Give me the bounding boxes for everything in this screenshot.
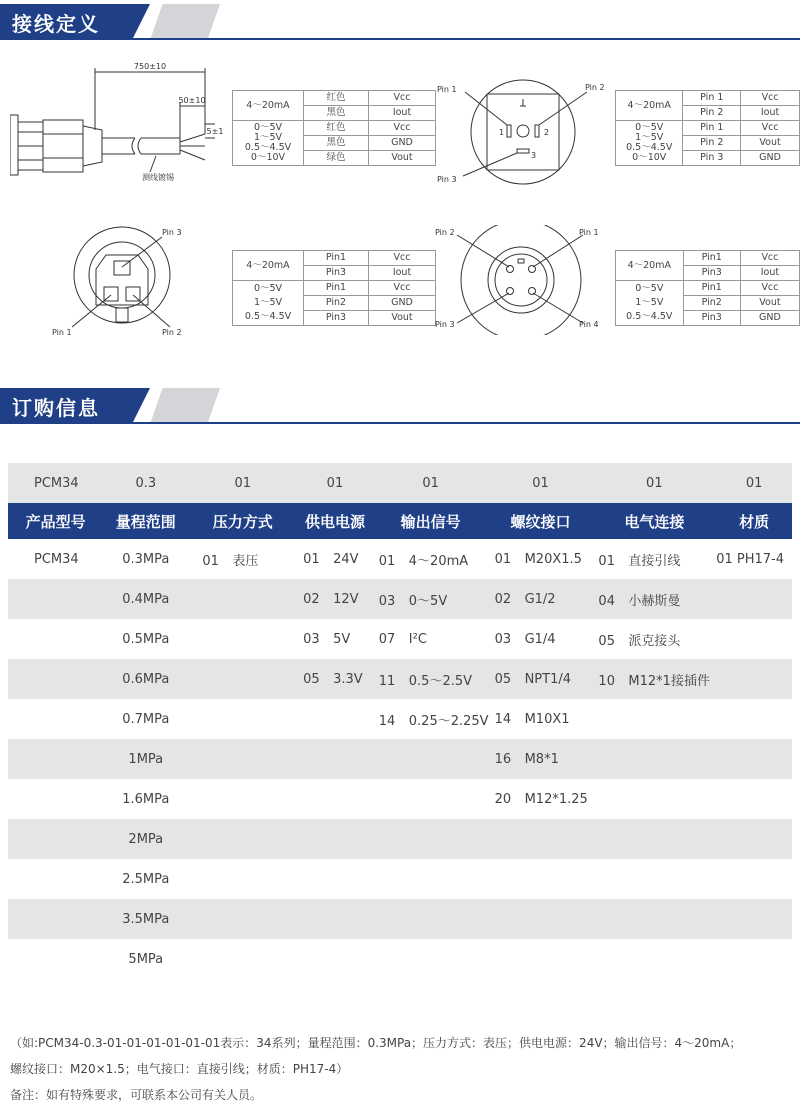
header-power: 供电电源 [297, 503, 373, 539]
order-cell: 14 0.25～2.25V [378, 713, 489, 729]
order-cell [8, 699, 103, 739]
order-cell [716, 939, 792, 979]
section-title-wiring: 接线定义 [12, 12, 100, 36]
pin2-label: Pin 2 [162, 328, 182, 337]
order-row [8, 539, 792, 579]
wiring-table-4 [615, 250, 800, 326]
order-row [8, 899, 792, 939]
m12-connector-drawing [433, 225, 613, 335]
pin2-label: Pin 2 [435, 228, 455, 237]
wire-color: 黑色 [304, 106, 369, 121]
shield-label: 测线镀锡 [142, 173, 174, 182]
pin-cell: Pin3 [683, 266, 740, 281]
pin-cell: Pin1 [683, 251, 740, 266]
order-cell [188, 899, 297, 939]
wire-func: Vcc [741, 91, 800, 106]
order-cell: 01 直接引线 [598, 553, 681, 569]
order-cell: 03 0～5V [373, 579, 489, 619]
example-note-line2: 螺纹接口：M20×1.5；电气接口：直接引线；材质：PH17-4） [10, 1062, 349, 1076]
order-cell: 04 小赫斯曼 [592, 579, 716, 619]
order-cell: 0.7MPa [122, 711, 170, 727]
wire-func: Vcc [369, 251, 436, 266]
order-cell [716, 579, 792, 619]
order-cell [297, 859, 373, 899]
order-cell [373, 819, 489, 859]
pin-cell: Pin3 [304, 266, 369, 281]
order-cell: 01 表压 [202, 553, 259, 569]
order-cell [8, 899, 103, 939]
order-cell: 03 G1/4 [494, 631, 556, 647]
order-cell: 02 G1/2 [489, 579, 593, 619]
signal-cell: 4～20mA [616, 91, 683, 121]
header-thread: 螺纹接口 [489, 503, 593, 539]
order-row [8, 579, 792, 619]
header-pressure-type: 压力方式 [188, 503, 297, 539]
order-cell: 05 派克接头 [598, 633, 681, 649]
order-cell [489, 859, 593, 899]
order-cell: 01 24V [303, 551, 359, 567]
wire-func: GND [369, 136, 436, 151]
order-table [8, 463, 792, 979]
order-row [8, 819, 792, 859]
pin3-label: Pin 3 [435, 320, 455, 329]
order-cell [373, 739, 489, 779]
order-cell: 10 M12*1接插件 [592, 659, 716, 699]
order-cell [188, 659, 297, 699]
wire-func: Vcc [740, 281, 799, 296]
order-cell: 0.5MPa [122, 631, 170, 647]
order-cell [8, 659, 103, 699]
order-cell [188, 939, 297, 979]
pin-cell: Pin1 [304, 281, 369, 296]
order-cell [716, 699, 792, 739]
order-cell: 20 M12*1.25 [494, 791, 588, 807]
order-cell [373, 899, 489, 939]
pin1-label: Pin 1 [52, 328, 72, 337]
example-cell: 01 [373, 463, 489, 503]
order-cell [716, 739, 792, 779]
order-cell: 01 4～20mA [378, 553, 469, 569]
wire-func: GND [369, 296, 436, 311]
order-row [8, 659, 792, 699]
wire-func: Vcc [369, 121, 436, 136]
pin1-label: Pin 1 [579, 228, 599, 237]
order-cell [592, 859, 716, 899]
signal-cell: 4～20mA [616, 251, 684, 281]
pin-cell: Pin1 [304, 251, 369, 266]
pin-cell: Pin3 [304, 311, 369, 326]
order-cell: 05 NPT1/4 [489, 659, 593, 699]
length-50-label: 50±10 [178, 96, 206, 105]
order-cell [592, 699, 716, 739]
pin3-label: Pin 3 [162, 228, 182, 237]
example-cell: 01 [188, 463, 297, 503]
wire-func: Vcc [369, 281, 436, 296]
signal-cell: 0～5V 1～5V 0.5～4.5V 0～10V [233, 121, 304, 166]
pin3-label: Pin 3 [437, 175, 457, 184]
length-5-label: 5±1 [206, 127, 224, 136]
wire-color: 红色 [304, 121, 369, 136]
order-cell: 2MPa [103, 819, 188, 859]
order-cell [373, 779, 489, 819]
pin4-label: Pin 4 [579, 320, 599, 329]
wire-func: Vout [740, 296, 799, 311]
wire-color: 黑色 [304, 136, 369, 151]
order-cell [8, 779, 103, 819]
order-cell: 16 M8*1 [489, 739, 593, 779]
wire-func: Iout [369, 106, 436, 121]
example-cell: 01 [489, 463, 593, 503]
wire-func: Iout [741, 106, 800, 121]
order-cell: 5MPa [128, 951, 164, 967]
order-cell [297, 819, 373, 859]
order-cell [373, 859, 489, 899]
order-cell [592, 739, 716, 779]
wire-color: 绿色 [304, 151, 369, 166]
order-cell [188, 739, 297, 779]
pin2-label: Pin 2 [585, 83, 605, 92]
example-cell: 01 [297, 463, 373, 503]
wire-func: GND [740, 311, 799, 326]
packard-connector-drawing [50, 225, 225, 340]
wire-color: 红色 [304, 91, 369, 106]
order-row [8, 699, 792, 739]
order-cell [188, 859, 297, 899]
pin-cell: Pin2 [304, 296, 369, 311]
order-cell [489, 939, 593, 979]
order-cell: 2.5MPa [122, 871, 170, 887]
order-cell: 0.3MPa [122, 551, 170, 567]
pin-cell: Pin 2 [683, 136, 741, 151]
wire-func: Vout [369, 151, 436, 166]
pin-number-2: 2 [544, 128, 550, 137]
example-note-line1: （如:PCM34-0.3-01-01-01-01-01-01表示：34系列；量程范围：0.3MPa；压力方式：表压；供电电源：24V；输出信号：4～20mA； [10, 1036, 742, 1050]
order-cell [8, 579, 103, 619]
order-cell [8, 939, 103, 979]
order-cell: 0.6MPa [103, 659, 188, 699]
order-cell [716, 819, 792, 859]
order-cell [188, 819, 297, 859]
order-cell: PCM34 [34, 551, 79, 567]
header-electrical: 电气连接 [592, 503, 716, 539]
din-connector-drawing [435, 78, 615, 188]
order-cell [716, 619, 792, 659]
wire-func: Vcc [740, 251, 799, 266]
pin-cell: Pin 3 [683, 151, 741, 166]
order-cell [188, 699, 297, 739]
order-cell [716, 859, 792, 899]
wire-func: GND [741, 151, 800, 166]
order-cell: 0.4MPa [103, 579, 188, 619]
order-row [8, 859, 792, 899]
order-cell [297, 899, 373, 939]
wiring-table-1 [232, 90, 436, 166]
order-cell [188, 779, 297, 819]
example-cell: PCM34 [8, 463, 103, 503]
pin-cell: Pin 1 [683, 91, 741, 106]
wiring-table-3 [232, 250, 436, 326]
order-cell: 14 M10X1 [494, 711, 570, 727]
order-cell [188, 579, 297, 619]
pin-cell: Pin 2 [683, 106, 741, 121]
order-cell: 1.6MPa [122, 791, 170, 807]
signal-cell: 4～20mA [233, 91, 304, 121]
wire-func: Vout [741, 136, 800, 151]
order-cell: 3.5MPa [103, 899, 188, 939]
order-cell [297, 699, 373, 739]
order-cell [489, 819, 593, 859]
wire-func: Vcc [741, 121, 800, 136]
signal-cell: 4～20mA [233, 251, 304, 281]
header-output: 输出信号 [373, 503, 489, 539]
order-row [8, 619, 792, 659]
order-cell [592, 899, 716, 939]
order-cell: 07 I²C [378, 631, 427, 647]
pin-number-1: 1 [499, 128, 505, 137]
pin-number-3: 3 [531, 151, 537, 160]
cable-gland-drawing [10, 60, 225, 200]
wire-func: Iout [740, 266, 799, 281]
order-cell: 1MPa [103, 739, 188, 779]
order-cell: 11 0.5～2.5V [373, 659, 489, 699]
wire-func: Iout [369, 266, 436, 281]
example-cell: 01 [716, 463, 792, 503]
order-cell [8, 619, 103, 659]
header-range: 量程范围 [103, 503, 188, 539]
pin-cell: Pin2 [683, 296, 740, 311]
pin-cell: Pin 1 [683, 121, 741, 136]
order-cell [297, 779, 373, 819]
order-cell: 05 3.3V [297, 659, 373, 699]
order-cell [297, 939, 373, 979]
wiring-table-2 [615, 90, 800, 166]
order-row [8, 739, 792, 779]
order-cell: 03 5V [303, 631, 351, 647]
signal-cell: 0～5V 1～5V 0.5～4.5V 0～10V [616, 121, 683, 166]
order-cell: 01 M20X1.5 [494, 551, 582, 567]
example-cell: 0.3 [103, 463, 188, 503]
section-header-ordering [0, 388, 800, 424]
wire-func: Vout [369, 311, 436, 326]
order-cell [188, 619, 297, 659]
example-cell: 01 [592, 463, 716, 503]
header-material: 材质 [716, 503, 792, 539]
length-750-label: 750±10 [133, 62, 167, 71]
order-cell [8, 819, 103, 859]
order-cell [716, 779, 792, 819]
pin1-label: Pin 1 [437, 85, 457, 94]
order-cell [373, 939, 489, 979]
remark-note: 备注：如有特殊要求，可联系本公司有关人员。 [10, 1088, 263, 1102]
signal-cell: 0～5V 1～5V 0.5～4.5V [616, 281, 684, 326]
example-row [8, 463, 792, 503]
order-cell [592, 819, 716, 859]
order-cell: 02 12V [297, 579, 373, 619]
wire-func: Vcc [369, 91, 436, 106]
order-cell [8, 739, 103, 779]
header-model: 产品型号 [8, 503, 103, 539]
order-cell [8, 859, 103, 899]
pin-cell: Pin3 [683, 311, 740, 326]
order-cell [297, 739, 373, 779]
pin-cell: Pin1 [683, 281, 740, 296]
order-cell: 01 PH17-4 [716, 551, 785, 567]
order-header-row [8, 503, 792, 539]
section-title-ordering: 订购信息 [12, 396, 100, 420]
signal-cell: 0～5V 1～5V 0.5～4.5V [233, 281, 304, 326]
order-row [8, 939, 792, 979]
order-cell [716, 899, 792, 939]
section-header-wiring [0, 4, 800, 40]
order-cell [592, 779, 716, 819]
order-cell [489, 899, 593, 939]
order-cell [592, 939, 716, 979]
order-row [8, 779, 792, 819]
order-cell [716, 659, 792, 699]
